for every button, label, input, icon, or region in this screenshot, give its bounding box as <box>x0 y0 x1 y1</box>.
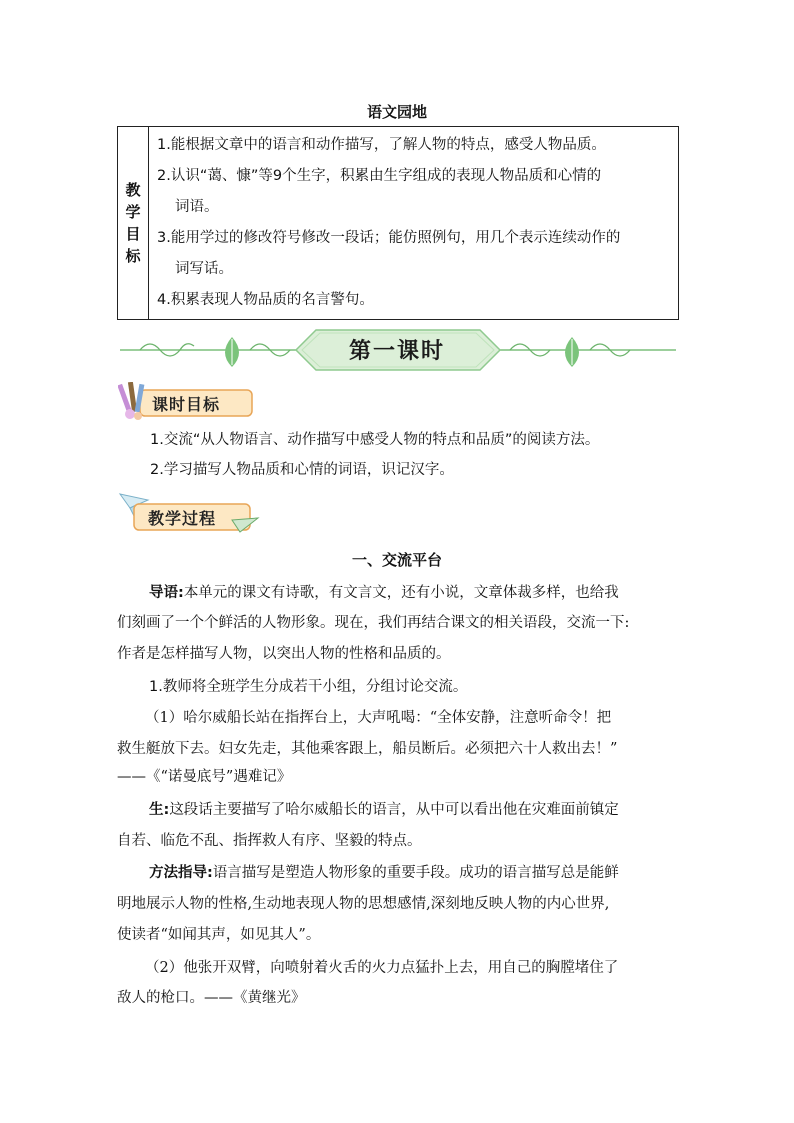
method-guidance-line <box>117 858 711 888</box>
goal-text-continued: 词写话。 <box>175 261 233 277</box>
student-label: 生: <box>149 802 170 818</box>
goal-item <box>157 161 670 223</box>
process-tag-label: 教学过程 <box>148 509 217 528</box>
example-quote-line: （1）哈尔威船长站在指挥台上，大声吼喝：“全体安静，注意听命令！把 <box>145 710 612 726</box>
goals-label-char: 目 <box>125 225 141 243</box>
example-quote-line: 敌人的枪口。——《黄继光》 <box>117 990 306 1006</box>
banner-title: 第一课时 <box>348 338 445 364</box>
goals-label-char: 标 <box>125 247 141 265</box>
goal-text: 1.能根据文章中的语言和动作描写，了解人物的特点，感受人物品质。 <box>157 137 606 153</box>
teaching-goals-table <box>117 126 679 320</box>
goal-item <box>157 285 670 316</box>
example-source: ——《“诺曼底号”遇难记》 <box>117 769 292 785</box>
intro-paragraph-line: 作者是怎样描写人物，以突出人物的性格和品质的。 <box>117 646 451 662</box>
lesson-goals-tag-label: 课时目标 <box>152 395 221 414</box>
goal-text: 4.积累表现人物品质的名言警句。 <box>157 292 374 308</box>
intro-paragraph-line: 们刻画了一个个鲜活的人物形象。现在，我们再结合课文的相关语段，交流一下: <box>117 615 630 631</box>
goals-label-cell <box>118 127 149 320</box>
student-answer-line <box>117 795 711 825</box>
section-heading: 一、交流平台 <box>351 551 442 569</box>
goals-label-char: 学 <box>125 203 141 221</box>
example-quote-line: 救生艇放下去。妇女先走，其他乘客跟上，船员断后。必须把六十人救出去！” <box>117 741 618 757</box>
intro-text: 本单元的课文有诗歌，有文言文，还有小说，文章体裁多样，也给我 <box>183 585 619 601</box>
goal-item <box>157 223 670 285</box>
intro-label: 导语: <box>149 585 184 601</box>
page-title: 语文园地 <box>366 103 427 121</box>
pencils-icon <box>118 382 144 420</box>
method-guidance-line: 使读者“如闻其声，如见其人”。 <box>117 927 321 943</box>
goal-text-continued: 词语。 <box>175 199 219 215</box>
example-quote-line: （2）他张开双臂，向喷射着火舌的火力点猛扑上去，用自己的胸膛堵住了 <box>145 960 619 976</box>
method-guidance-line: 明地展示人物的性格,生动地表现人物的思想感情,深刻地反映人物的内心世界, <box>117 896 610 912</box>
intro-paragraph-line <box>117 578 711 608</box>
goals-list-cell <box>149 127 679 320</box>
method-text: 语言描写是塑造人物形象的重要手段。成功的语言描写总是能鲜 <box>212 865 619 881</box>
student-text: 这段话主要描写了哈尔威船长的语言，从中可以看出他在灾难面前镇定 <box>169 802 619 818</box>
goal-item <box>157 130 670 161</box>
lesson-goal-item: 1.交流“从人物语言、动作描写中感受人物的特点和品质”的阅读方法。 <box>150 432 600 448</box>
student-answer-line: 自若、临危不乱、指挥救人有序、坚毅的特点。 <box>117 833 422 849</box>
lesson-goal-item: 2.学习描写人物品质和心情的词语，识记汉字。 <box>150 462 454 478</box>
method-label: 方法指导: <box>149 865 213 881</box>
goals-label-char: 教 <box>125 181 141 199</box>
goal-text: 2.认识“蔼、慷”等9个生字，积累由生字组成的表现人物品质和心情的 <box>157 168 602 184</box>
goal-text: 3.能用学过的修改符号修改一段话；能仿照例句，用几个表示连续动作的 <box>157 230 621 246</box>
step-line: 1.教师将全班学生分成若干小组，分组讨论交流。 <box>149 679 468 695</box>
